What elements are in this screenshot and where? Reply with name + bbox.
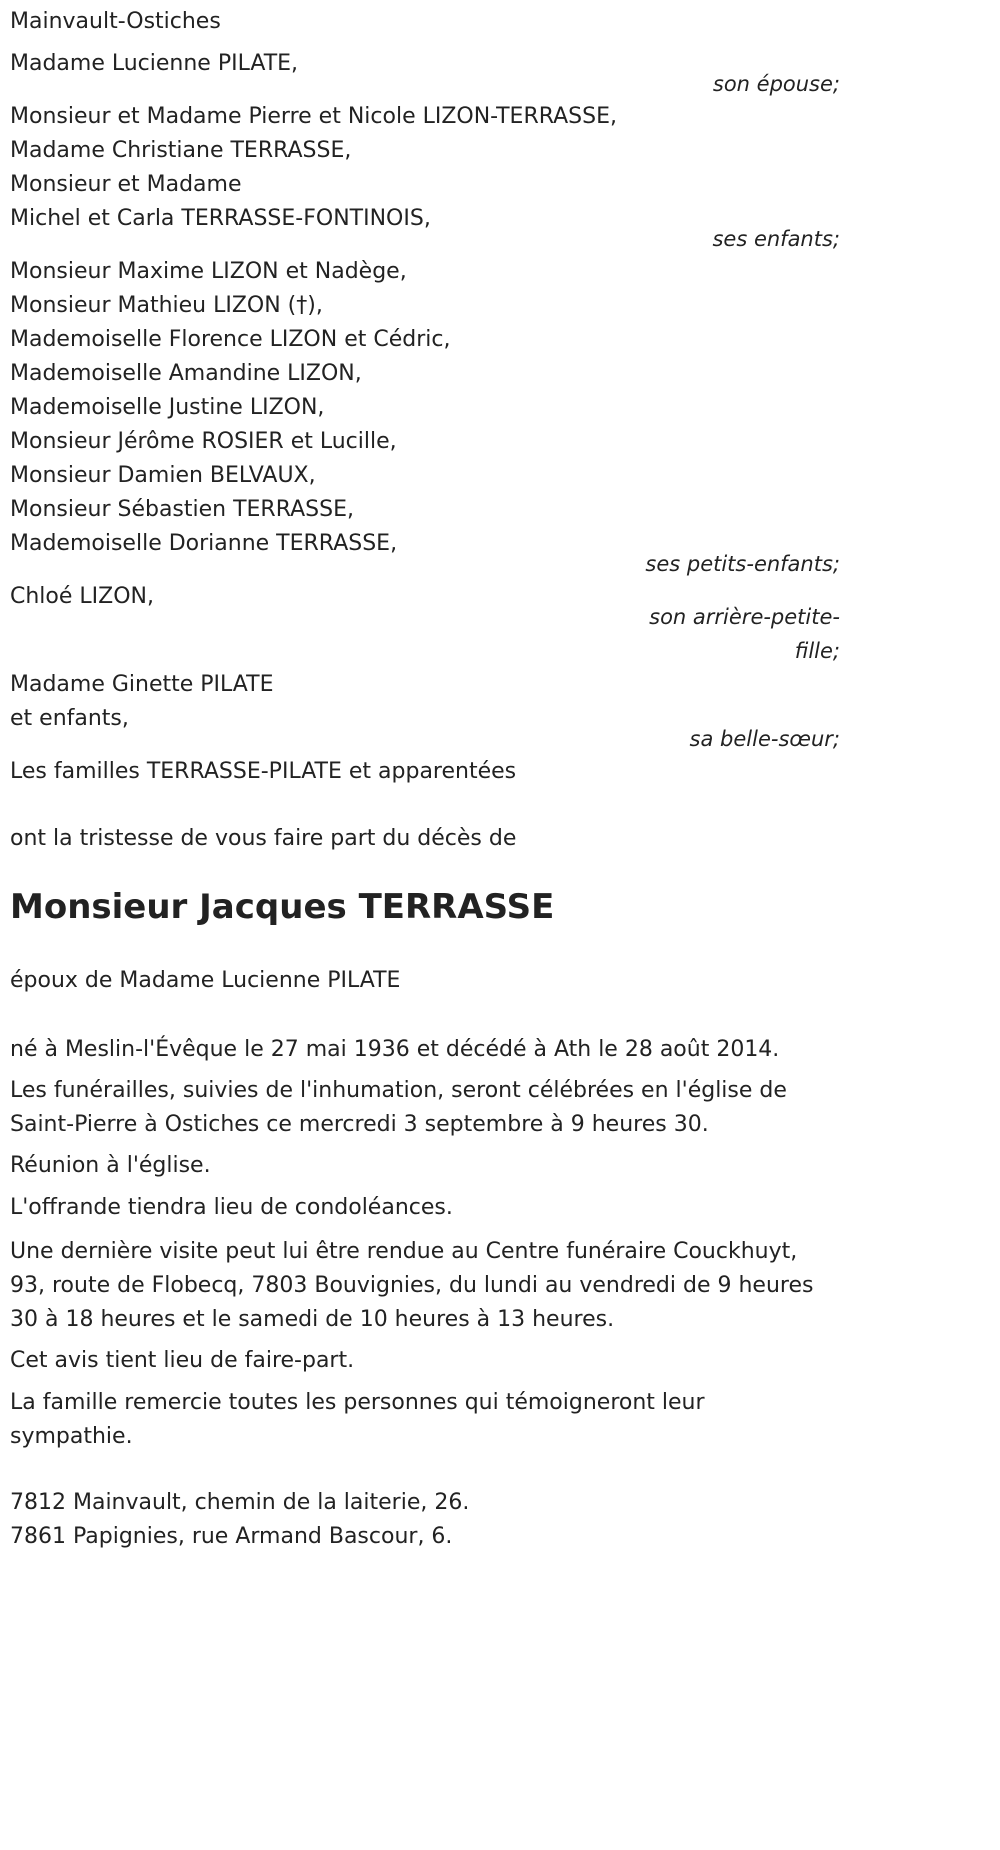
thanks-line: La famille remercie toutes les personnes qui témoigneront leur (10, 1390, 705, 1415)
thanks-line: sympathie. (10, 1424, 133, 1449)
funeral-line: Les funérailles, suivies de l'inhumation, seront célébrées en l'église de (10, 1078, 787, 1103)
announcement-line: ont la tristesse de vous faire part du décès de (10, 826, 517, 851)
grandchild-line: Monsieur Mathieu LIZON (†), (10, 293, 323, 318)
spouse-name: Madame Lucienne PILATE, (10, 51, 299, 76)
deceased-spouse-line: époux de Madame Lucienne PILATE (10, 968, 401, 993)
deceased-name: Monsieur Jacques TERRASSE (10, 887, 555, 927)
grandchild-line: Mademoiselle Justine LIZON, (10, 395, 325, 420)
grandchild-line: Mademoiselle Amandine LIZON, (10, 361, 362, 386)
families-line: Les familles TERRASSE-PILATE et apparentées (10, 759, 517, 784)
great-grandchild-name: Chloé LIZON, (10, 584, 154, 609)
child-line: Monsieur et Madame Pierre et Nicole LIZON-TERRASSE, (10, 104, 617, 129)
grandchild-line: Monsieur Maxime LIZON et Nadège, (10, 259, 407, 284)
grandchild-line: Monsieur Jérôme ROSIER et Lucille, (10, 429, 397, 454)
children-role: ses enfants; (712, 227, 840, 251)
notice-line: Cet avis tient lieu de faire-part. (10, 1348, 355, 1373)
meeting-line: Réunion à l'église. (10, 1153, 211, 1178)
sister-in-law-line: Madame Ginette PILATE (10, 672, 274, 697)
sister-in-law-line: et enfants, (10, 706, 129, 731)
grandchild-line: Monsieur Sébastien TERRASSE, (10, 497, 354, 522)
funeral-line: Saint-Pierre à Ostiches ce mercredi 3 septembre à 9 heures 30. (10, 1112, 709, 1137)
offering-line: L'offrande tiendra lieu de condoléances. (10, 1195, 453, 1220)
birth-death-line: né à Meslin-l'Évêque le 27 mai 1936 et décédé à Ath le 28 août 2014. (10, 1037, 780, 1062)
great-grandchild-role-line2: fille; (794, 639, 840, 663)
address-line: 7861 Papignies, rue Armand Bascour, 6. (10, 1524, 453, 1549)
great-grandchild-role-line1: son arrière-petite- (649, 605, 840, 629)
visit-line: 30 à 18 heures et le samedi de 10 heures à 13 heures. (10, 1307, 615, 1332)
grandchild-line: Monsieur Damien BELVAUX, (10, 463, 316, 488)
spouse-role: son épouse; (712, 72, 840, 96)
sister-in-law-role: sa belle-sœur; (689, 727, 840, 751)
address-line: 7812 Mainvault, chemin de la laiterie, 26. (10, 1490, 470, 1515)
grandchild-line: Mademoiselle Florence LIZON et Cédric, (10, 327, 451, 352)
grandchild-line: Mademoiselle Dorianne TERRASSE, (10, 531, 398, 556)
child-line: Michel et Carla TERRASSE-FONTINOIS, (10, 206, 431, 231)
child-line: Madame Christiane TERRASSE, (10, 138, 352, 163)
visit-line: Une dernière visite peut lui être rendue au Centre funéraire Couckhuyt, (10, 1239, 798, 1264)
location-header: Mainvault-Ostiches (10, 9, 221, 34)
visit-line: 93, route de Flobecq, 7803 Bouvignies, du lundi au vendredi de 9 heures (10, 1273, 814, 1298)
grandchildren-role: ses petits-enfants; (645, 552, 840, 576)
child-line: Monsieur et Madame (10, 172, 242, 197)
